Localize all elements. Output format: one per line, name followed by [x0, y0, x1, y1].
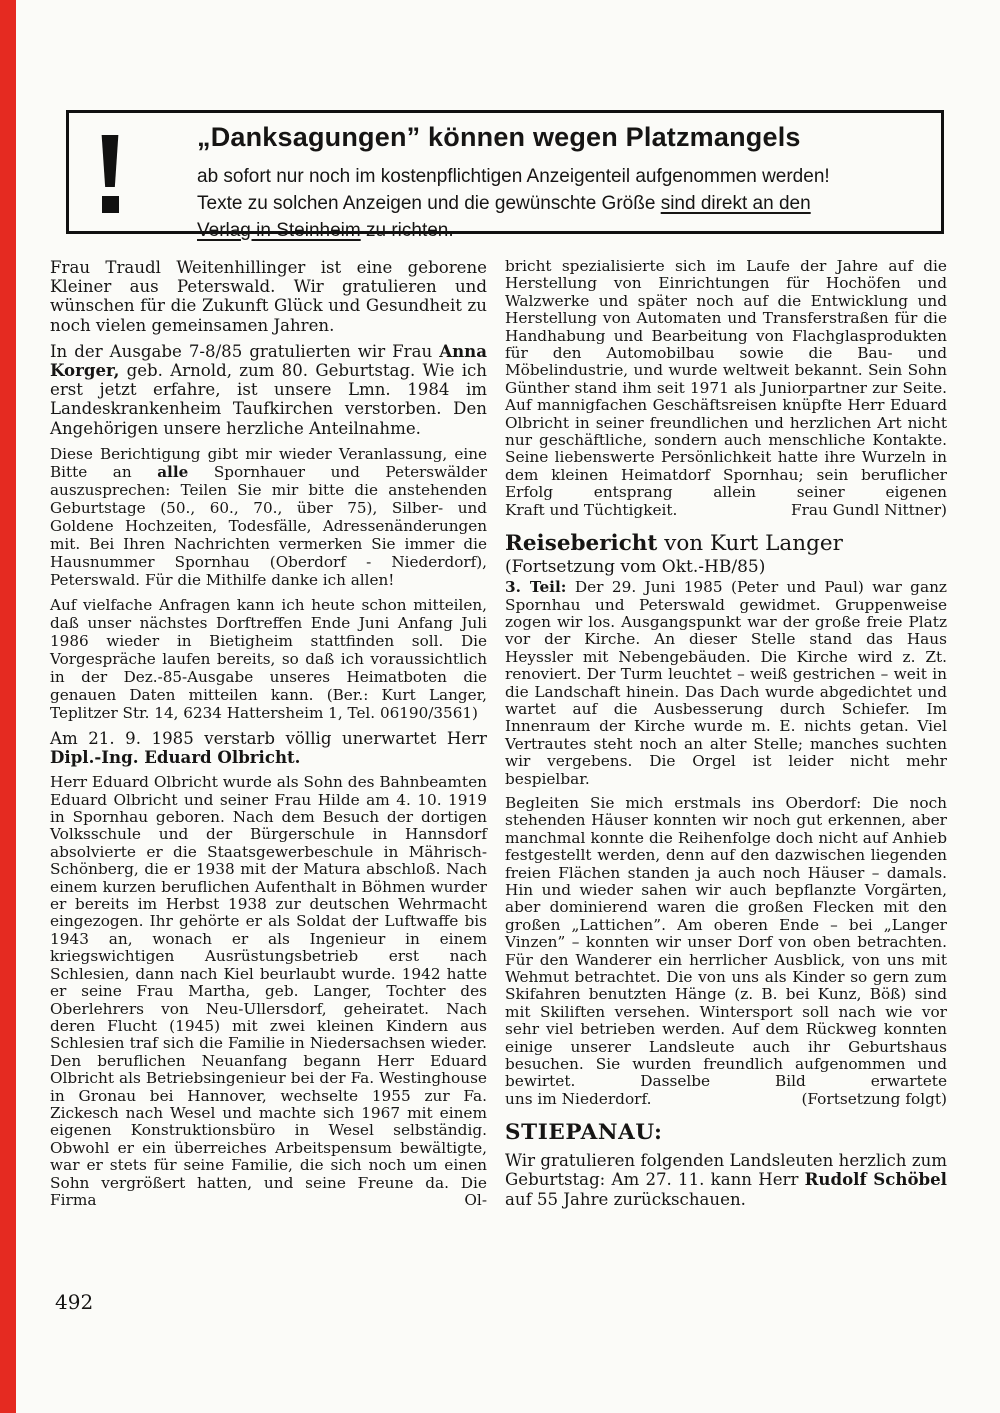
text-run: Reisebericht: [505, 531, 658, 557]
paragraph: [505, 557, 947, 577]
text-run: ab sofort nur noch im kostenpflichtigen Anzeigenteil aufgenommen werden!: [197, 166, 830, 187]
paragraph: [50, 774, 487, 1209]
notice-line: [197, 217, 830, 244]
text-run: 3. Teil:: [505, 578, 567, 597]
text-run: Texte zu solchen Anzeigen und die gewünschte Größe: [197, 193, 661, 214]
split-line: [505, 502, 947, 519]
notice-heading: „Danksagungen” können wegen Platzmangels: [197, 122, 801, 152]
paragraph: [50, 342, 487, 438]
text-run: bricht spezialisierte sich im Laufe der Jahre auf die Herstellung von Einrichtungen für Hochöfen und Walzwerke und später noch auf die Entwicklung und Herstellung von Automaten und Transferstraßen für die Handhabung und Bearbeitung von Flachglasprodukten für den Automobilbau sowie die Bau- und Möbelindustrie, und wurde weltweit bekannt. Sein Sohn Günther stand ihm seit 1971 als Juniorpartner zur Seite. Auf mannigfachen Geschäftsreisen knüpfte Herr Eduard Olbricht in seiner freundlichen und herzlichen Art nicht nur geschäftliche, sondern auch menschliche Kontakte. Seine liebenswerte Persönlichkeit hatte ihre Wurzeln in dem kleinen Heimatdorf Spornhau; sein beruflicher Erfolg entsprang allein seiner eigenen: [505, 257, 947, 502]
text-run: Spornhauer und Peterswälder auszusprechen: Teilen Sie mir bitte die anstehenden Geburtstage (50., 60., 70., über 75), Silber- und Goldene Hochzeiten, Todesfälle, Adressenänderungen mit. Bei Ihren Nachrichten vermerken Sie immer die Hausnummer Spornhau (Oberdorf - Niederdorf), Peterswald. Für die Mithilfe danke ich allen!: [50, 462, 487, 589]
column-right: [505, 258, 947, 1216]
article-body: [50, 258, 947, 1216]
text-run: STIEPANAU:: [505, 1120, 663, 1146]
right-aligned-credit: (Fortsetzung folgt): [801, 1089, 947, 1108]
paragraph: [505, 258, 947, 502]
paragraph: [50, 258, 487, 335]
exclamation-icon: [97, 135, 123, 213]
page-number: 492: [55, 1290, 94, 1314]
text-run: zu richten.: [360, 220, 454, 241]
text-run: uns im Niederdorf.: [505, 1089, 652, 1108]
text-run: von Kurt Langer: [657, 531, 843, 557]
text-run: Diese Berichtigung gibt mir wieder Veranlassung, eine Bitte an: [50, 444, 487, 481]
paragraph: [50, 445, 487, 589]
split-line: [505, 1091, 947, 1108]
text-run: Dipl.-Ing. Eduard Olbricht.: [50, 747, 301, 768]
text-run: Begleiten Sie mich erstmals ins Oberdorf: Die noch stehenden Häuser konnten wir noch gut erkennen, aber manchmal konnte die Reihenfolge doch nicht auf Anhieb festgestellt werden, denn auf den dazwischen liegenden freien Flächen standen ja auch noch Häuser – damals. Hin und wieder sahen wir auch bepflanzte Vorgärten, aber dominierend waren die großen Flecken mit den großen „Lattichen”. Am oberen Ende – bei „Langer Vinzen” – konnten wir unser Dorf von oben betrachten. Für den Wanderer ein herrlicher Ausblick, von uns mit Wehmut betrachtet. Die von uns als Kinder so gern zum Skifahren benutzten Hänge (z. B. bei Kunz, Böß) sind mit Skiliften versehen. Wintersport soll nach wie vor sehr viel betrieben werden. Auf dem Rückweg konnten einige unserer Landsleute auch ihr Geburtshaus besuchen. Sie wurden freundlich aufgenommen und bewirtet. Dasselbe Bild erwartete: [505, 793, 947, 1091]
right-aligned-credit: Frau Gundl Nittner): [791, 500, 947, 519]
text-run: sind direkt an den: [660, 193, 811, 214]
red-edge-bar: [0, 0, 16, 1413]
text-run: geb. Arnold, zum 80. Geburtstag. Wie ich erst jetzt erfahre, ist unsere Lmn. 1984 im Landeskrankenheim Taufkirchen verstorben. Den Angehörigen unsere herzliche Anteilnahme.: [50, 361, 487, 438]
section-heading: [505, 531, 947, 556]
text-run: In der Ausgabe 7-8/85 gratulierten wir Frau: [50, 341, 440, 361]
paragraph: [505, 795, 947, 1091]
text-run: Kraft und Tüchtigkeit.: [505, 500, 678, 519]
text-run: alle: [157, 462, 189, 481]
notice-line: [197, 190, 830, 217]
text-run: Anna Korger,: [50, 340, 487, 381]
paragraph: [50, 729, 487, 767]
notice-box: [66, 110, 944, 241]
text-run: Frau Traudl Weitenhillinger ist eine geborene Kleiner aus Peterswald. Wir gratulieren und wünschen für die Zukunft Glück und Gesundheit zu noch vielen gemeinsamen Jahren.: [50, 258, 487, 335]
text-run: auf 55 Jahre zurückschauen.: [505, 1189, 746, 1209]
text-run: Rudolf Schöbel: [804, 1169, 947, 1190]
text-run: Herr Eduard Olbricht wurde als Sohn des Bahnbeamten Eduard Olbricht und seiner Frau Hilde am 4. 10. 1919 in Spornhau geboren. Nach dem Besuch der dortigen Volksschule und der Bürgerschule in Hannsdorf absolvierte er die Staatsgewerbeschule in Mährisch-Schönberg, die er 1938 mit der Matura abschloß. Nach einem kurzen beruflichen Aufenthalt in Böhmen wurder er bereits im Herbst 1938 zur deutschen Wehrmacht eingezogen. Ihr gehörte er als Soldat der Luftwaffe bis 1943 an, wonach er als Ingenieur in einem kriegswichtigen Ausrüstungsbetrieb erst nach Schlesien, dann nach Kiel beurlaubt wurde. 1942 hatte er seine Frau Martha, geb. Langer, Tochter des Oberlehrers von Neu-Ullersdorf, geheiratet. Nach deren Flucht (1945) mit zwei kleinen Kindern aus Schlesien traf sich die Familie in Niedersachsen wieder. Den beruflichen Neuanfang begann Herr Eduard Olbricht als Betriebsingenieur bei der Fa. Westinghouse in Gronau bei Hannover, wechselte 1955 zur Fa. Zickesch nach Wesel und machte sich 1967 mit einem eigenen Konstruktionsbüro in Wesel selbständig. Obwohl er ein überreiches Arbeitspensum bewältigte, war er stets für seine Familie, die sich noch um einen Sohn vergrößert hatten, und seine Freune da. Die Firma Ol-: [50, 773, 487, 1209]
column-left: [50, 258, 487, 1216]
paragraph: [505, 1151, 947, 1209]
paragraph: [505, 579, 947, 788]
text-run: Auf vielfache Anfragen kann ich heute schon mitteilen, daß unser nächstes Dorftreffen Ende Juni Anfang Juli 1986 wieder in Bietigheim stattfinden soll. Die Vorgespräche laufen bereits, so daß ich voraussichtlich in der Dez.-85-Ausgabe unseres Heimatboten die genauen Daten mitteilen kann. (Ber.: Kurt Langer, Teplitzer Str. 14, 6234 Hattersheim 1, Tel. 06190/3561): [50, 595, 487, 722]
notice-body: [197, 163, 830, 244]
text-run: Wir gratulieren folgenden Landsleuten herzlich zum Geburtstag: Am 27. 11. kann Herr: [505, 1151, 947, 1190]
text-run: (Fortsetzung vom Okt.-HB/85): [505, 557, 766, 578]
paragraph: [50, 596, 487, 722]
notice-line: [197, 163, 830, 190]
section-heading: [505, 1120, 947, 1145]
text-run: Am 21. 9. 1985 verstarb völlig unerwartet Herr: [50, 728, 487, 748]
text-run: Verlag in Steinheim: [197, 220, 361, 241]
text-run: Der 29. Juni 1985 (Peter und Paul) war ganz Spornhau und Peterswald gewidmet. Gruppenweise zogen wir los. Ausgangspunkt war der große freie Platz vor der Kirche. An dieser Stelle stand das Haus Heyssler mit Nebengebäuden. Die Kirche wird z. Zt. renoviert. Der Turm leuchtet – weiß gestrichen – weit in die Landschaft hinein. Das Dach wurde abgedichtet und wartet auf die Ausbesserung durch Schiefer. Im Innenraum der Kirche wurde m. E. nichts getan. Viel Vertrautes steht noch an alter Stelle; manches suchten wir vergebens. Die Orgel ist leider nicht mehr bespielbar.: [505, 578, 947, 788]
